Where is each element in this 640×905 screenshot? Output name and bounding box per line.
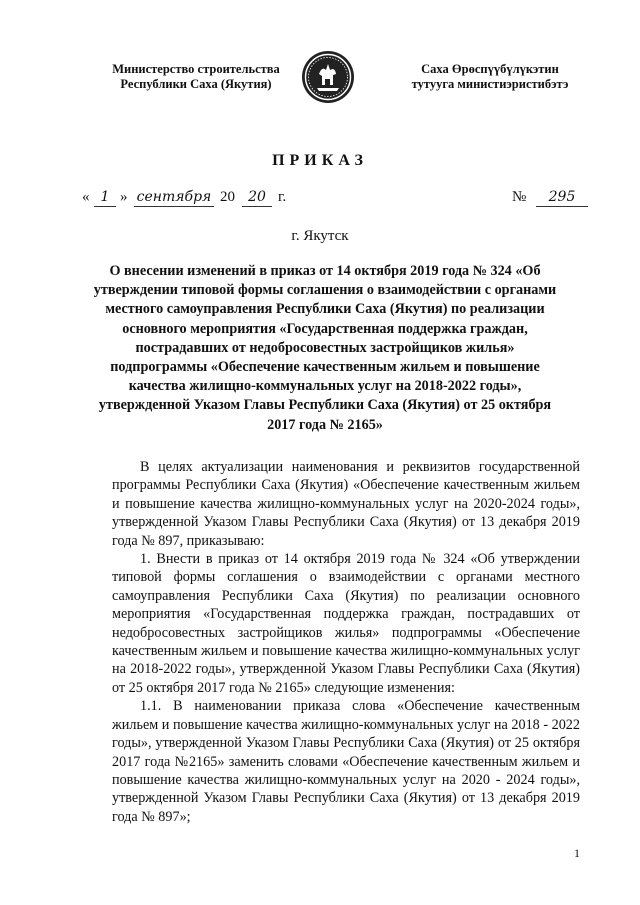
date-year-unit: г. [278,189,287,205]
document-subject: О внесении изменений в приказ от 14 октября 2019 года № 324 «Об утверждении типовой формы соглашения о взаимодействии с органами местного самоуправления Республики Саха (Якутия) по реализации основного мероприятия «Государственная поддержка граждан, пострадавших от недобросовестных застройщиков жилья» подпрограммы «Обеспечение качественным жильем и повышение качества жилищно-коммунальных услуг на 2018-2022 годы», утвержденной Указом Главы Республики Саха (Якутия) от 25 октября 2017 года № 2165» [93,263,557,433]
ministry-name-yakut-line1: Саха Өрөспүүбүлүкэтин [421,62,559,76]
ministry-name-yakut [390,62,590,92]
ministry-name-russian-line1: Министерство строительства [112,62,280,76]
document-body [112,458,580,826]
body-paragraph: В целях актуализации наименования и реквизитов государственной программы Республики Саха (Якутия) «Обеспечение качественным жильем и повышение качества жилищно-коммунальных услуг на 2020-2024 годы», утвержденной Указом Главы Республики Саха (Якутия) от 13 декабря 2019 года № 897, приказываю: [112,459,580,549]
order-number-label: № [512,189,527,205]
city: г. Якутск [291,228,349,244]
ministry-name-yakut-line2: тутууга министиэристибэтэ [411,77,569,91]
order-number: 295 [536,189,588,207]
date-month: сентября [134,189,214,207]
date-open-quote: « [82,189,90,205]
date-year-suffix: 20 [242,189,272,207]
republic-sakha-coat-of-arms-icon [301,50,355,104]
body-paragraph: 1. Внести в приказ от 14 октября 2019 года № 324 «Об утверждении типовой формы соглашения о взаимодействии с органами местного самоуправления Республики Саха (Якутия) по реализации основного мероприятия «Государственная поддержка граждан, пострадавших от недобросовестных застройщиков жилья» подпрограммы «Обеспечение качественным жильем и повышение качества жилищно-коммунальных услуг на 2018-2022 годы», утвержденной Указом Главы Республики Саха (Якутия) от 25 октября 2017 года № 2165» следующие изменения: [112,551,580,696]
ministry-name-russian-line2: Республики Саха (Якутия) [120,77,272,91]
page-number: 1 [574,846,580,860]
date-close-quote: » [120,189,128,205]
document-title: ПРИКАЗ [272,152,368,169]
date-number-row [82,189,602,211]
body-paragraph: 1.1. В наименовании приказа слова «Обеспечение качественным жильем и повышение качества жилищно-коммунальных услуг на 2018 - 2022 годы», утвержденной Указом Главы Республики Саха (Якутия) от 25 октября 2017 года №2165» заменить словами «Обеспечение качественным жильем и повышение качества жилищно-коммунальных услуг на 2020 - 2024 годы», утвержденной Указом Главы Республики Саха (Якутия) от 13 декабря 2019 года № 897»; [112,698,580,825]
date-year-prefix: 20 [220,189,235,205]
ministry-name-russian [96,62,296,92]
date-day: 1 [94,189,116,207]
